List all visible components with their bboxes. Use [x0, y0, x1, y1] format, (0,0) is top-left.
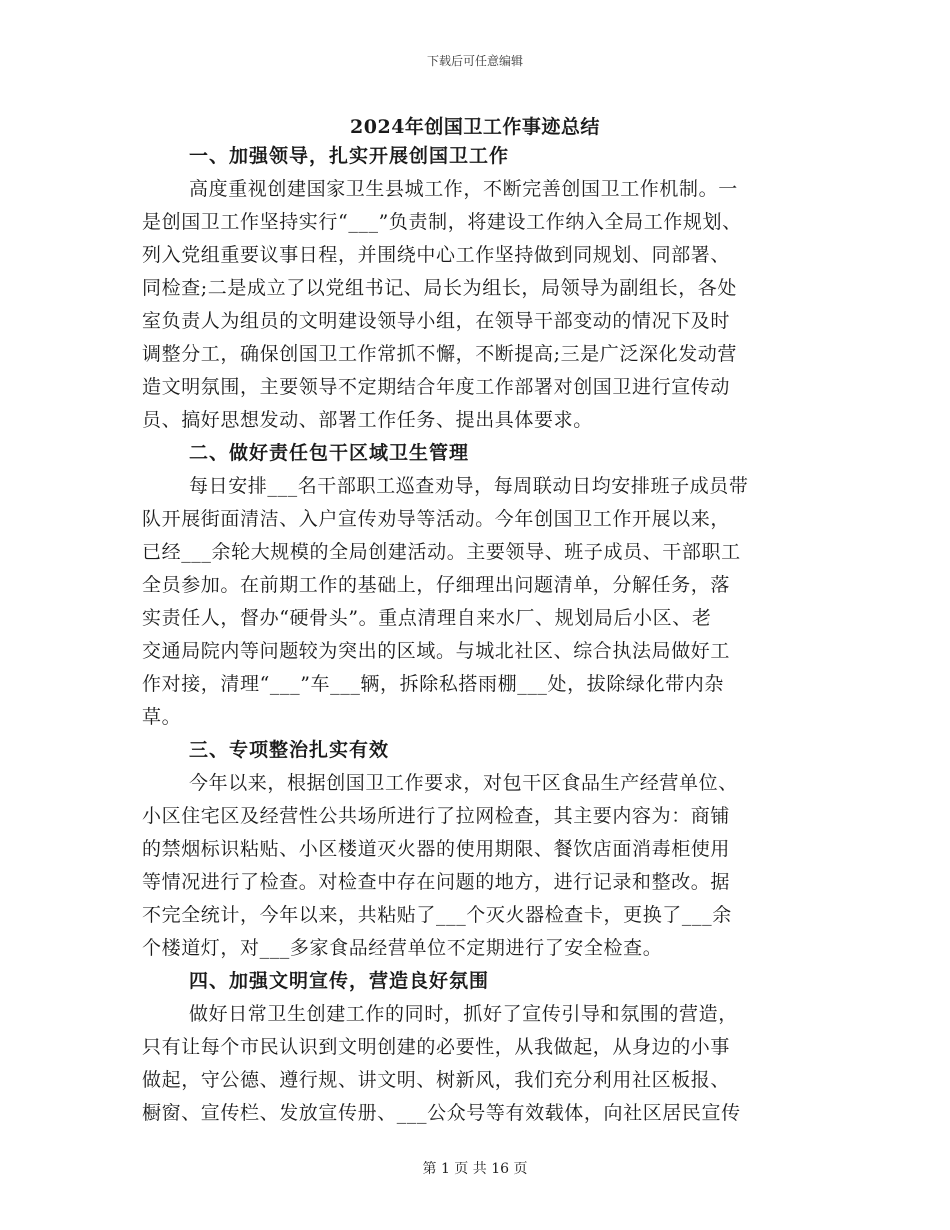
paragraph-line: 是创国卫工作坚持实行“___”负责制，将建设工作纳入全局工作规划、 [142, 211, 742, 233]
section-1 [142, 140, 812, 437]
paragraph-line: 造文明氛围，主要领导不定期结合年度工作部署对创国卫进行宣传动 [142, 376, 731, 398]
section-heading: 四、加强文明宣传，营造良好氛围 [189, 970, 490, 992]
paragraph-line: 的禁烟标识粘贴、小区楼道灭火器的使用期限、餐饮店面消毒柜使用 [142, 838, 731, 860]
paragraph-line: 只有让每个市民认识到文明创建的必要性，从我做起，从身边的小事 [142, 1036, 731, 1058]
paragraph-line: 实责任人，督办“硬骨头”。重点清理自来水厂、规划局后小区、老 [142, 607, 712, 629]
paragraph-line: 交通局院内等问题较为突出的区域。与城北社区、综合执法局做好工 [142, 640, 731, 662]
page-header-note: 下载后可任意编辑 [426, 54, 523, 68]
paragraph-line: 橱窗、宣传栏、发放宣传册、___公众号等有效载体，向社区居民宣传 [142, 1102, 741, 1124]
section-3 [142, 734, 812, 965]
paragraph-line: 做起，守公德、遵行规、讲文明、树新风，我们充分利用社区板报、 [142, 1069, 731, 1091]
document-body [142, 140, 812, 1130]
page-number: 第 1 页 共 16 页 [422, 1161, 528, 1177]
paragraph-line: 草。 [142, 706, 182, 728]
paragraph-line: 已经___余轮大规模的全局创建活动。主要领导、班子成员、干部职工 [142, 541, 741, 563]
section-heading: 一、加强领导，扎实开展创国卫工作 [189, 145, 510, 167]
paragraph-line: 员、搞好思想发动、部署工作任务、提出具体要求。 [142, 409, 593, 431]
paragraph-line: 今年以来，根据创国卫工作要求，对包干区食品生产经营单位、 [189, 772, 738, 794]
paragraph-line: 作对接，清理“___”车___辆，拆除私搭雨棚___处，拔除绿化带内杂 [142, 673, 724, 695]
paragraph-line: 高度重视创建国家卫生县城工作，不断完善创国卫工作机制。一 [189, 178, 738, 200]
paragraph-line: 做好日常卫生创建工作的同时，抓好了宣传引导和氛围的营造， [189, 1003, 738, 1025]
section-heading: 三、专项整治扎实有效 [189, 739, 390, 761]
paragraph-line: 个楼道灯，对___多家食品经营单位不定期进行了安全检查。 [142, 937, 663, 959]
paragraph-line: 同检查;二是成立了以党组书记、局长为组长，局领导为副组长，各处 [142, 277, 738, 299]
paragraph-line: 小区住宅区及经营性公共场所进行了拉网检查，其主要内容为：商铺 [142, 805, 731, 827]
paragraph-line: 调整分工，确保创国卫工作常抓不懈，不断提高;三是广泛深化发动营 [142, 343, 738, 365]
document-title: 2024年创国卫工作事迹总结 [350, 116, 600, 138]
paragraph-line: 不完全统计，今年以来，共粘贴了___个灭火器检查卡，更换了___余 [142, 904, 732, 926]
section-2 [142, 437, 812, 734]
paragraph-line: 队开展街面清洁、入户宣传劝导等活动。今年创国卫工作开展以来， [142, 508, 731, 530]
section-heading: 二、做好责任包干区域卫生管理 [189, 442, 470, 464]
paragraph-line: 全员参加。在前期工作的基础上，仔细理出问题清单，分解任务，落 [142, 574, 731, 596]
paragraph-line: 列入党组重要议事日程，并围绕中心工作坚持做到同规划、同部署、 [142, 244, 731, 266]
paragraph-line: 每日安排___名干部职工巡查劝导，每周联动日均安排班子成员带 [189, 475, 749, 497]
section-4 [142, 965, 812, 1130]
paragraph-line: 室负责人为组员的文明建设领导小组，在领导干部变动的情况下及时 [142, 310, 731, 332]
paragraph-line: 等情况进行了检查。对检查中存在问题的地方，进行记录和整改。据 [142, 871, 731, 893]
